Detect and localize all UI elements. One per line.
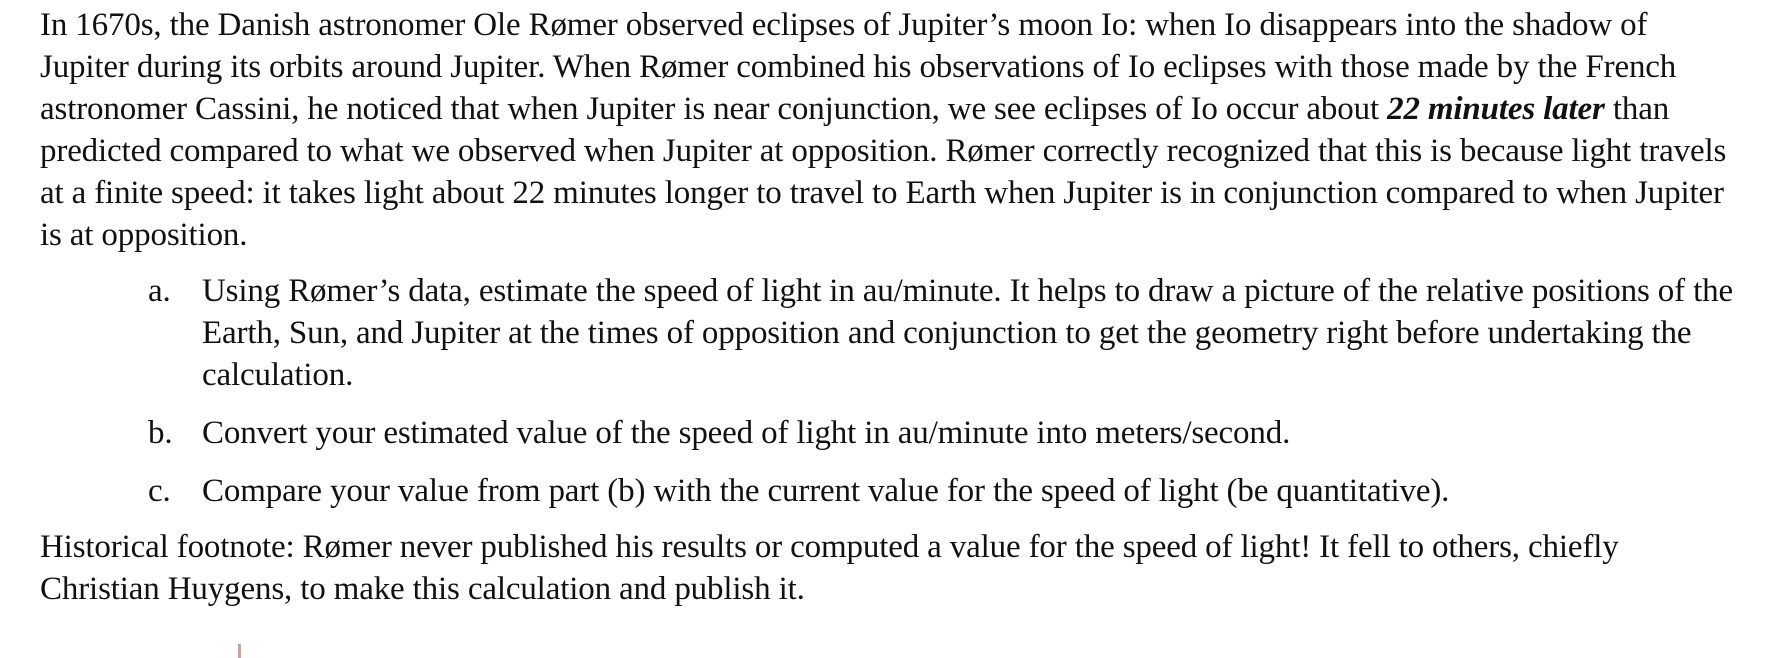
intro-text-start: In 1670s, the Danish astronomer Ole Rømer observed eclipses of Jupiter’s moon Io: when Io disappears into the shadow of Jupiter during its orbits around Jupiter. When Rømer combined his observations of Io eclipses with those made by the French astronomer Cassini, he noticed that when Jupiter is near conjunction, we see eclipses of Io occur about: [40, 7, 1677, 127]
question-label-a: a.: [148, 273, 171, 309]
historical-footnote: Historical footnote: Rømer never published his results or computed a value for the speed of light! It fell to others, chiefly Christian Huygens, to make this calculation and publish it.: [40, 529, 1619, 607]
question-list: [40, 270, 1740, 512]
intro-emphasis: 22 minutes later: [1387, 91, 1605, 127]
question-item-b: [40, 412, 1740, 454]
question-item-a: [40, 270, 1740, 396]
question-text-c: Compare your value from part (b) with the current value for the speed of light (be quantitative).: [202, 473, 1450, 509]
question-text-b: Convert your estimated value of the speed of light in au/minute into meters/second.: [202, 415, 1291, 451]
question-label-b: b.: [148, 415, 173, 451]
intro-paragraph: [40, 4, 1740, 256]
question-label-c: c.: [148, 473, 171, 509]
document-page: [40, 4, 1740, 610]
question-item-c: [40, 470, 1740, 512]
question-text-a: Using Rømer’s data, estimate the speed of light in au/minute. It helps to draw a picture of the relative positions of the Earth, Sun, and Jupiter at the times of opposition and conjunction to get the geometry right before undertaking the calculation.: [202, 273, 1733, 393]
intro-text-end: than predicted compared to what we observed when Jupiter at opposition. Rømer correctly recognized that this is because light travels at a finite speed: it takes light about 22 minutes longer to travel to Earth when Jupiter is in conjunction compared to when Jupiter is at opposition.: [40, 91, 1727, 253]
text-cursor: [238, 644, 241, 658]
